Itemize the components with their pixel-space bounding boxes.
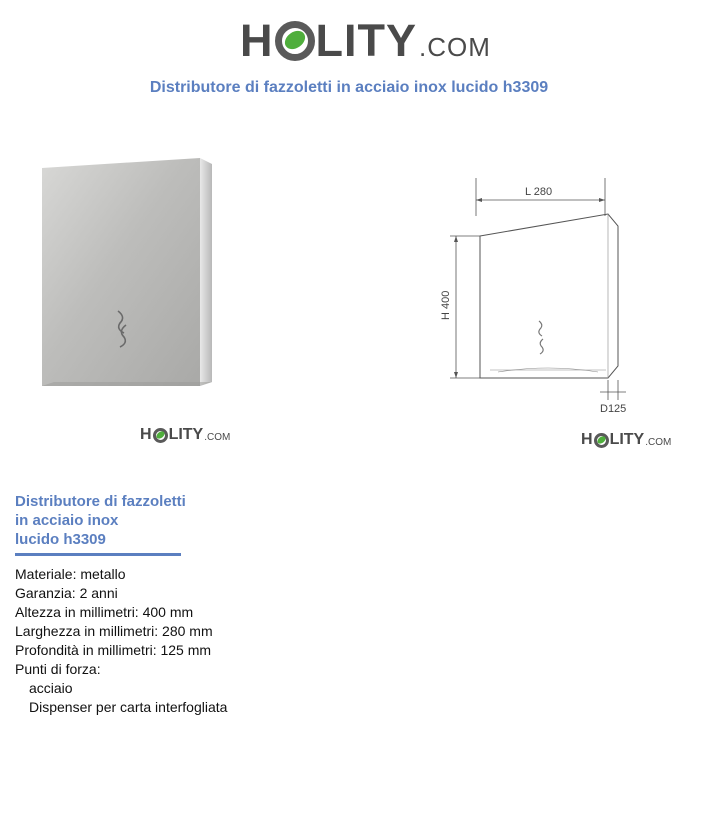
spec-height: Altezza in millimetri: 400 mm xyxy=(15,604,194,620)
heading-divider xyxy=(15,553,181,556)
logo-letter-h: H xyxy=(140,426,152,443)
logo-letters: LITY xyxy=(609,431,645,448)
spec-strength-item: acciaio xyxy=(29,680,73,696)
logo-letter-h: H xyxy=(581,431,593,448)
product-heading-line: Distributore di fazzoletti xyxy=(15,493,186,510)
spec-material: Materiale: metallo xyxy=(15,566,126,582)
logo-ring-icon xyxy=(153,428,168,443)
height-dimension-label: H 400 xyxy=(440,290,452,320)
product-heading xyxy=(15,492,245,549)
brand-logo[interactable] xyxy=(240,16,491,66)
logo-ring-icon xyxy=(275,21,315,61)
spec-warranty: Garanzia: 2 anni xyxy=(15,585,118,601)
spec-width: Larghezza in millimetri: 280 mm xyxy=(15,623,213,639)
product-heading-line: in acciaio inox xyxy=(15,512,119,529)
logo-letter-h: H xyxy=(240,15,274,66)
logo-suffix: .COM xyxy=(419,31,491,62)
product-heading-line: lucido h3309 xyxy=(15,531,106,548)
spec-depth: Profondità in millimetri: 125 mm xyxy=(15,642,212,658)
technical-drawing xyxy=(430,170,640,420)
logo-suffix: .COM xyxy=(645,437,672,448)
brand-logo-small-left xyxy=(140,425,230,445)
product-photo xyxy=(28,150,228,400)
logo-letters: LITY xyxy=(315,15,417,66)
brand-logo-small-right xyxy=(581,430,671,450)
spec-list xyxy=(15,565,227,717)
spec-strengths-label: Punti di forza: xyxy=(15,661,101,677)
page-title: Distributore di fazzoletti in acciaio inox lucido h3309 xyxy=(149,79,549,96)
logo-suffix: .COM xyxy=(204,432,231,443)
spec-strength-item: Dispenser per carta interfogliata xyxy=(29,699,228,715)
logo-letters: LITY xyxy=(168,426,204,443)
depth-dimension-label: D125 xyxy=(600,403,627,415)
length-dimension-label: L 280 xyxy=(525,186,553,198)
logo-ring-icon xyxy=(594,433,609,448)
